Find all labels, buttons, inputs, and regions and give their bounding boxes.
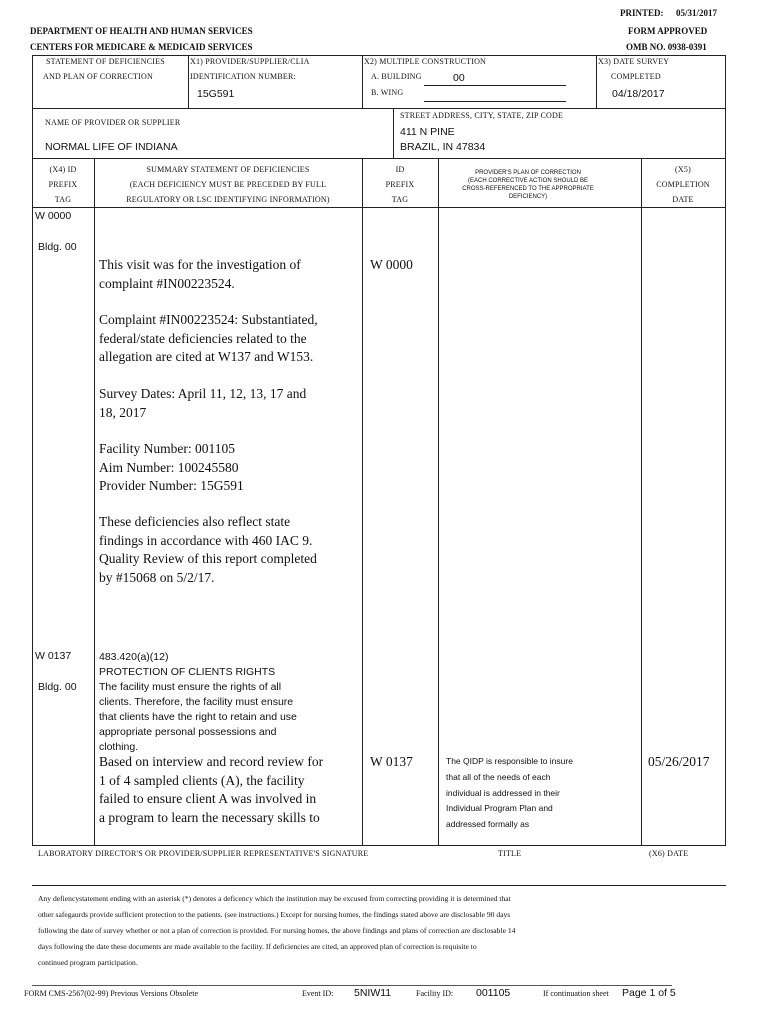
x5-header: (X5) bbox=[675, 165, 691, 174]
x4-tag-header: TAG bbox=[54, 195, 72, 204]
multiple-construction-label: X2) MULTIPLE CONSTRUCTION bbox=[364, 57, 487, 66]
plan-subheader-3: DEFICIENCY) bbox=[508, 194, 548, 200]
plan-of-correction-text: The QIDP is responsible to insure that all of the needs of each individual is addressed in their Individual Program Plan and addressed formally as bbox=[446, 756, 573, 830]
id-prefix-header: PREFIX bbox=[385, 180, 415, 189]
finding-paragraph: Based on interview and record review for 1 of 4 sampled clients (A), the facility failed to ensure client A was involved in a program to learn the necessary skills to bbox=[99, 754, 324, 825]
rule bbox=[32, 158, 726, 159]
facility-id-value: 001105 bbox=[476, 987, 511, 999]
provider-name: NORMAL LIFE OF INDIANA bbox=[45, 141, 178, 153]
rule bbox=[725, 158, 726, 845]
x6-date-label: (X6) DATE bbox=[649, 849, 689, 858]
rule bbox=[596, 55, 597, 108]
address-label: STREET ADDRESS, CITY, STATE, ZIP CODE bbox=[400, 111, 564, 120]
visit-paragraph: This visit was for the investigation of complaint #IN00223524. bbox=[99, 257, 301, 291]
x4-prefix-header: PREFIX bbox=[48, 180, 78, 189]
completed-label: COMPLETED bbox=[611, 72, 661, 81]
title-label: TITLE bbox=[498, 849, 522, 858]
event-id-value: 5NIW11 bbox=[354, 987, 392, 999]
building-label: A. BUILDING bbox=[371, 72, 422, 81]
rule bbox=[32, 885, 726, 886]
rule bbox=[641, 158, 642, 845]
rule bbox=[438, 158, 439, 845]
completion-header: COMPLETION bbox=[656, 180, 710, 189]
identification-label: IDENTIFICATION NUMBER: bbox=[190, 72, 296, 81]
event-id-label: Event ID: bbox=[302, 989, 334, 998]
disclaimer-line-1: Any defiencystatement ending with an asterisk (*) denotes a deficency which the institution may be excused from correcting providing it is determined that bbox=[38, 894, 511, 903]
printed-label: PRINTED: bbox=[620, 8, 664, 18]
wing-label: B. WING bbox=[371, 88, 404, 97]
disclaimer-line-3: following the date of survey whether or not a plan of correction is provided. For nursing homes, the above findings and plans of correction are disclosable 14 bbox=[38, 926, 516, 935]
rule bbox=[725, 108, 726, 158]
rule bbox=[32, 207, 726, 208]
tag-w0137: W 0137 bbox=[35, 650, 72, 662]
survey-dates-paragraph: Survey Dates: April 11, 12, 13, 17 and 18, 2017 bbox=[99, 386, 307, 420]
disclaimer-line-4: days following the date these documents are made available to the facility. If deficiencies are cited, an approved plan of correction is requisite to bbox=[38, 942, 477, 951]
printed-date: 05/31/2017 bbox=[676, 8, 718, 18]
rule bbox=[32, 55, 33, 108]
rule bbox=[32, 108, 726, 109]
rule bbox=[32, 108, 33, 158]
omb-number: OMB NO. 0938-0391 bbox=[626, 42, 707, 52]
completion-date: 05/26/2017 bbox=[648, 754, 710, 769]
wing-underline bbox=[424, 101, 566, 102]
complaint-paragraph: Complaint #IN00223524: Substantiated, federal/state deficiencies related to the allegation are cited at W137 and W153. bbox=[99, 312, 318, 364]
plan-subheader-2: CROSS-REFERENCED TO THE APPROPRIATE bbox=[462, 186, 594, 192]
page-number: Page 1 of 5 bbox=[622, 987, 676, 999]
rule bbox=[362, 158, 363, 845]
summary-header: SUMMARY STATEMENT OF DEFICIENCIES bbox=[146, 165, 310, 174]
plan-of-correction-label: AND PLAN OF CORRECTION bbox=[43, 72, 153, 81]
date-survey-label: X3) DATE SURVEY bbox=[598, 57, 670, 66]
centers-name: CENTERS FOR MEDICARE & MEDICAID SERVICES bbox=[30, 42, 253, 52]
provider-name-label: NAME OF PROVIDER OR SUPPLIER bbox=[45, 118, 181, 127]
facility-numbers-paragraph: Facility Number: 001105 Aim Number: 100245580 Provider Number: 15G591 bbox=[99, 441, 244, 493]
rule bbox=[393, 108, 394, 158]
date-header: DATE bbox=[672, 195, 694, 204]
id-header: ID bbox=[395, 165, 405, 174]
department-name: DEPARTMENT OF HEALTH AND HUMAN SERVICES bbox=[30, 26, 253, 36]
summary-subheader-2: REGULATORY OR LSC IDENTIFYING INFORMATION) bbox=[126, 195, 330, 204]
tag-w0000: W 0000 bbox=[35, 210, 72, 222]
rule bbox=[362, 55, 363, 108]
disclaimer-line-5: continued program participation. bbox=[38, 958, 138, 967]
id-tag-header: TAG bbox=[391, 195, 409, 204]
address-street: 411 N PINE bbox=[400, 126, 455, 138]
provider-id-label: X1) PROVIDER/SUPPLIER/CLIA bbox=[190, 57, 310, 66]
deficiencies-paragraph: These deficiencies also reflect state findings in accordance with 460 IAC 9. Quality Review of this report completed by #15068 on 5/2/17. bbox=[99, 514, 317, 585]
plan-subheader: (EACH CORRECTIVE ACTION SHOULD BE bbox=[467, 178, 589, 184]
building-underline bbox=[424, 85, 566, 86]
survey-completed-date: 04/18/2017 bbox=[612, 88, 665, 100]
rule bbox=[32, 55, 726, 56]
statement-label: STATEMENT OF DEFICIENCIES bbox=[46, 57, 165, 66]
summary-subheader: (EACH DEFICIENCY MUST BE PRECEDED BY FULL bbox=[129, 180, 327, 189]
form-approved: FORM APPROVED bbox=[628, 26, 708, 36]
signature-label: LABORATORY DIRECTOR'S OR PROVIDER/SUPPLIER REPRESENTATIVE'S SIGNATURE bbox=[38, 849, 369, 858]
disclaimer-line-2: other safegaurds provide sufficient protection to the patients. (see instructions.) Except for nursing homes, the findings stated above are disclosable 90 days bbox=[38, 910, 511, 919]
rule bbox=[32, 845, 726, 846]
rule bbox=[32, 158, 33, 845]
form-number: FORM CMS-2567(02-99) Previous Versions Obsolete bbox=[24, 989, 199, 998]
building-tag: Bldg. 00 bbox=[38, 241, 77, 253]
building-value: 00 bbox=[453, 72, 465, 84]
regulation-text: 483.420(a)(12) PROTECTION OF CLIENTS RIGHTS The facility must ensure the rights of all clients. Therefore, the facility must ensure that clients have the right to retain and use appropriate personal possessions and clothing. bbox=[99, 651, 297, 753]
x4-id-header: (X4) ID bbox=[49, 165, 77, 174]
plan-header: PROVIDER'S PLAN OF CORRECTION bbox=[475, 170, 581, 176]
id-tag-w0137: W 0137 bbox=[370, 754, 413, 769]
building-tag: Bldg. 00 bbox=[38, 681, 77, 693]
id-tag-w0000: W 0000 bbox=[370, 257, 413, 272]
rule bbox=[32, 985, 672, 986]
facility-id-label: Facility ID: bbox=[416, 989, 454, 998]
provider-id-value: 15G591 bbox=[197, 88, 235, 100]
rule bbox=[188, 55, 189, 108]
address-city: BRAZIL, IN 47834 bbox=[400, 141, 486, 153]
continuation-label: If continuation sheet bbox=[543, 989, 609, 998]
rule bbox=[94, 158, 95, 845]
rule bbox=[725, 55, 726, 108]
